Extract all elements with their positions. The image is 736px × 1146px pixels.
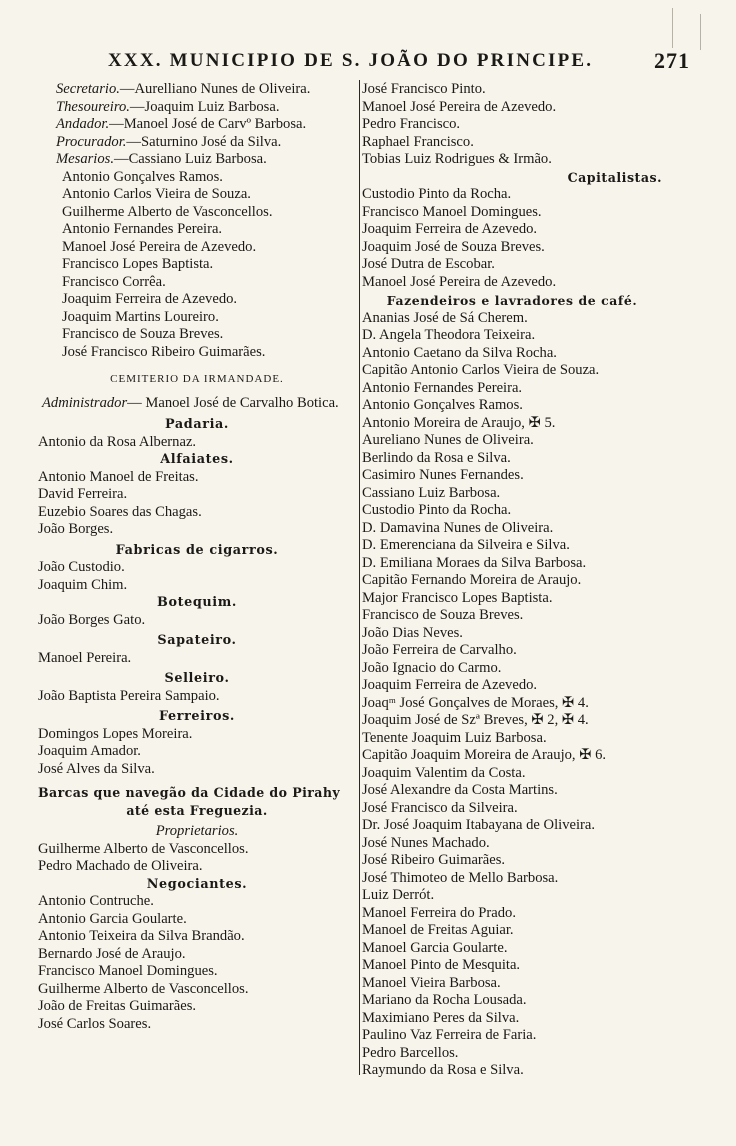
list-item: José Ribeiro Guimarães. xyxy=(362,852,506,868)
list-item: Joaquim Ferreira de Azevedo. xyxy=(62,291,238,307)
list-item: Manoel Pereira. xyxy=(38,649,132,666)
section-heading: Ferreiros. xyxy=(159,709,235,724)
column-divider xyxy=(359,80,360,1075)
list-item: Antonio da Rosa Albernaz. xyxy=(38,433,197,450)
list-item: Joaqᵐ José Gonçalves de Moraes, ✠ 4. xyxy=(362,694,589,711)
official-line: Procurador.—Saturnino José da Silva. xyxy=(56,133,282,150)
list-item: Domingos Lopes Moreira. xyxy=(38,725,193,742)
official-line: Administrador— Manoel José de Carvalho Botica. xyxy=(42,394,339,411)
list-item: João Borges. xyxy=(38,521,114,537)
list-item: Euzebio Soares das Chagas. xyxy=(38,503,202,520)
list-item: Custodio Pinto da Rocha. xyxy=(362,502,512,518)
page-number: 271 xyxy=(654,48,690,73)
subsection-heading: Proprietarios. xyxy=(155,823,239,839)
list-item: José Francisco Ribeiro Guimarães. xyxy=(62,343,266,360)
list-item: Pedro Machado de Oliveira. xyxy=(38,858,203,874)
list-item: Joaquim Ferreira de Azevedo. xyxy=(362,221,538,237)
list-item: Dr. José Joaquim Itabayana de Oliveira. xyxy=(362,817,596,833)
list-item: José Francisco da Silveira. xyxy=(362,799,518,816)
list-item: D. Angela Theodora Teixeira. xyxy=(362,327,536,343)
list-item: Antonio Gonçalves Ramos. xyxy=(62,168,223,185)
list-item: Joaquim Martins Loureiro. xyxy=(62,308,219,325)
section-heading: Capitalistas. xyxy=(567,169,662,185)
section-heading: Fazendeiros e lavradores de café. xyxy=(386,293,638,308)
list-item: Joaquim José de Souza Breves. xyxy=(362,238,545,255)
list-item: Maximiano Peres da Silva. xyxy=(362,1009,520,1026)
list-item: José Dutra de Escobar. xyxy=(362,256,495,272)
list-item: Capitão Fernando Moreira de Araujo. xyxy=(362,572,582,588)
list-item: Cassiano Luiz Barbosa. xyxy=(362,484,501,501)
list-item: Manoel José Pereira de Azevedo. xyxy=(62,238,257,255)
list-item: Antonio Carlos Vieira de Souza. xyxy=(62,186,251,202)
list-item: José Francisco Pinto. xyxy=(362,81,486,97)
list-item: Paulino Vaz Ferreira de Faria. xyxy=(362,1027,537,1043)
list-item: João Ignacio do Carmo. xyxy=(362,659,502,676)
list-item: Antonio Teixeira da Silva Brandão. xyxy=(38,928,245,944)
list-item: Raymundo da Rosa e Silva. xyxy=(362,1062,524,1078)
list-item: Manoel José Pereira de Azevedo. xyxy=(362,98,557,115)
list-item: Francisco de Souza Breves. xyxy=(62,326,224,342)
list-item: Tenente Joaquim Luiz Barbosa. xyxy=(362,729,547,746)
list-item: D. Emiliana Moraes da Silva Barbosa. xyxy=(362,554,587,571)
list-item: João de Freitas Guimarães. xyxy=(38,998,197,1014)
list-item: José Carlos Soares. xyxy=(38,1015,152,1032)
fazendeiros-list xyxy=(362,310,662,1080)
list-item: Pedro Barcellos. xyxy=(362,1044,459,1061)
list-item: João Ferreira de Carvalho. xyxy=(362,642,517,658)
list-item: Francisco de Souza Breves. xyxy=(362,607,524,623)
list-item: Guilherme Alberto de Vasconcellos. xyxy=(62,203,273,220)
list-item: Joaquim Amador. xyxy=(38,743,141,759)
official-line: Thesoureiro.—Joaquim Luiz Barbosa. xyxy=(56,98,280,115)
section-heading: CEMITERIO DA IRMANDADE. xyxy=(110,373,284,385)
list-item: D. Emerenciana da Silveira e Silva. xyxy=(362,537,570,553)
list-item: José Nunes Machado. xyxy=(362,834,490,851)
section-heading: Botequim. xyxy=(157,595,237,610)
official-line: Mesarios.—Cassiano Luiz Barbosa. xyxy=(56,151,267,167)
list-item: Manoel Pinto de Mesquita. xyxy=(362,957,521,973)
list-item: José Alves da Silva. xyxy=(38,760,155,777)
list-item: João Dias Neves. xyxy=(362,624,463,641)
list-item: Capitão Joaquim Moreira de Araujo, ✠ 6. xyxy=(362,747,607,763)
list-item: Ananias José de Sá Cherem. xyxy=(362,309,528,326)
list-item: Manoel José Pereira de Azevedo. xyxy=(362,273,557,290)
list-item: João Baptista Pereira Sampaio. xyxy=(38,687,220,704)
list-item: Antonio Gonçalves Ramos. xyxy=(362,397,523,413)
list-item: Francisco Lopes Baptista. xyxy=(62,256,214,272)
official-line: Secretario.—Aurelliano Nunes de Oliveira. xyxy=(56,81,311,97)
list-item: Manoel Ferreira do Prado. xyxy=(362,904,516,921)
list-item: Antonio Garcia Goularte. xyxy=(38,910,187,927)
list-item: Manoel Garcia Goularte. xyxy=(362,939,508,956)
list-item: Bernardo José de Araujo. xyxy=(38,945,186,962)
list-item: Manoel Vieira Barbosa. xyxy=(362,974,501,991)
list-item: D. Damavina Nunes de Oliveira. xyxy=(362,519,554,536)
list-item: Antonio Fernandes Pereira. xyxy=(62,221,223,237)
right-column xyxy=(362,81,662,1080)
section-heading: Sapateiro. xyxy=(157,633,237,648)
section-heading: Padaria. xyxy=(165,417,229,432)
list-item: Joaquim Ferreira de Azevedo. xyxy=(362,677,538,693)
list-item: Guilherme Alberto de Vasconcellos. xyxy=(38,980,249,997)
list-item: Custodio Pinto da Rocha. xyxy=(362,186,512,202)
list-item: David Ferreira. xyxy=(38,486,128,502)
paper-speck xyxy=(672,8,673,48)
list-item: Tobias Luiz Rodrigues & Irmão. xyxy=(362,151,552,167)
list-item: José Thimoteo de Mello Barbosa. xyxy=(362,869,559,886)
section-heading: Barcas que navegão da Cidade do Pirahy xyxy=(38,785,341,800)
section-heading: Selleiro. xyxy=(164,671,230,686)
list-item: Aureliano Nunes de Oliveira. xyxy=(362,432,534,448)
list-item: Guilherme Alberto de Vasconcellos. xyxy=(38,840,249,857)
list-item: Antonio Manoel de Freitas. xyxy=(38,468,199,485)
list-item: Mariano da Rocha Lousada. xyxy=(362,992,527,1008)
list-item: Casimiro Nunes Fernandes. xyxy=(362,467,524,483)
list-item: Raphael Francisco. xyxy=(362,133,474,150)
list-item: Antonio Contruche. xyxy=(38,893,154,909)
section-heading: Alfaiates. xyxy=(160,452,234,467)
list-item: José Alexandre da Costa Martins. xyxy=(362,782,558,798)
list-item: Luiz Derrót. xyxy=(362,887,435,903)
list-item: Antonio Caetano da Silva Rocha. xyxy=(362,344,557,361)
list-item: João Custodio. xyxy=(38,559,125,575)
list-item: Antonio Fernandes Pereira. xyxy=(362,379,523,396)
list-item: Joaquim José de Szª Breves, ✠ 2, ✠ 4. xyxy=(362,712,589,728)
section-heading: até esta Freguezia. xyxy=(126,802,268,818)
list-item: Joaquim Chim. xyxy=(38,576,128,593)
list-item: Joaquim Valentim da Costa. xyxy=(362,764,526,781)
list-item: Berlindo da Rosa e Silva. xyxy=(362,449,511,466)
list-item: Major Francisco Lopes Baptista. xyxy=(362,589,553,606)
list-item: João Borges Gato. xyxy=(38,611,146,628)
left-column xyxy=(38,81,356,1033)
official-line: Andador.—Manoel José de Carvº Barbosa. xyxy=(56,116,307,132)
list-item: Antonio Moreira de Araujo, ✠ 5. xyxy=(362,414,556,431)
section-heading: Negociantes. xyxy=(146,876,248,892)
list-item: Manoel de Freitas Aguiar. xyxy=(362,922,514,938)
list-item: Capitão Antonio Carlos Vieira de Souza. xyxy=(362,362,600,378)
page-header xyxy=(100,46,690,76)
list-item: Francisco Manoel Domingues. xyxy=(38,963,218,979)
paper-speck xyxy=(700,14,701,50)
section-heading: Fabricas de cigarros. xyxy=(115,542,279,558)
list-item: Pedro Francisco. xyxy=(362,116,461,132)
list-item: Francisco Corrêa. xyxy=(62,273,166,290)
running-title: XXX. MUNICIPIO DE S. JOÃO DO PRINCIPE. xyxy=(108,50,594,71)
list-item: Francisco Manoel Domingues. xyxy=(362,203,542,220)
